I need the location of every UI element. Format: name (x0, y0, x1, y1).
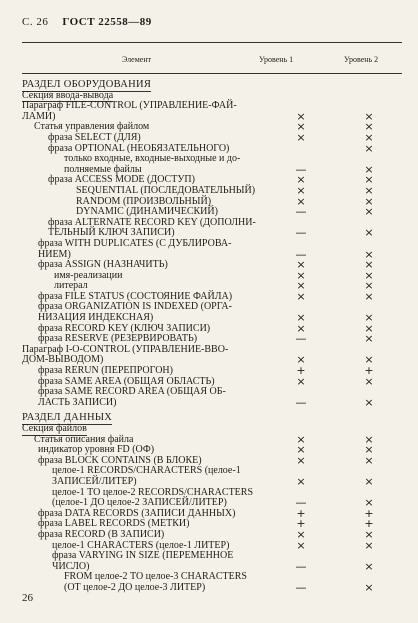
level-1-mark: — (295, 205, 307, 219)
level-1-mark: × (296, 474, 306, 488)
row-element-text: НИЗАЦИЯ ИНДЕКСНАЯ) (38, 312, 154, 324)
row-element-text: РАЗДЕЛ ОБОРУДОВАНИЯ (22, 79, 152, 90)
row-element-text: индикатор уровня FD (ОФ) (38, 444, 155, 456)
level-1-mark: + (296, 506, 306, 520)
row-element-text: фраза RECORD (В ЗАПИСИ) (38, 528, 165, 540)
level-1-mark: × (296, 453, 306, 467)
level-2-mark: × (364, 527, 374, 541)
row-element-text: целое-1 RECORDS/CHARACTERS (целое-1 (52, 465, 241, 477)
row-element-text: (целое-1 ДО целое-2 ЗАПИСЕЙ/ЛИТЕР) (52, 497, 227, 509)
level-1-mark: × (296, 183, 306, 197)
level-2-mark: × (364, 194, 374, 208)
row-element-text: НИЕМ) (38, 248, 71, 260)
level-2-mark: × (364, 247, 374, 261)
row-element-text: фраза BLOCK CONTAINS (В БЛОКЕ) (38, 454, 202, 466)
row-element-text: ЧИСЛО) (52, 560, 90, 572)
row-element-text: фраза SELECT (ДЛЯ) (48, 131, 141, 143)
level-2-mark: × (364, 279, 374, 293)
row-element-text: Статья управления файлом (34, 121, 150, 133)
row-element-text: фраза SAME RECORD AREA (ОБЩАЯ ОБ- (38, 386, 226, 398)
row-element-text: фраза FILE STATUS (СОСТОЯНИЕ ФАЙЛА) (38, 290, 233, 302)
row-element-text: только входные, входные-выходные и до- (64, 153, 241, 165)
row-element-text: фраза WITH DUPLICATES (С ДУБЛИРОВА- (38, 237, 232, 249)
row-element-text: целое-1 CHARACTERS (целое-1 ЛИТЕР) (52, 539, 230, 551)
row-element-text: фраза ALTERNATE RECORD KEY (ДОПОЛНИ- (48, 216, 256, 228)
standard-title: ГОСТ 22558—89 (62, 16, 152, 28)
level-1-mark: + (296, 364, 306, 378)
page-header (22, 14, 402, 30)
level-2-mark: × (364, 109, 374, 123)
level-2-mark: × (364, 559, 374, 573)
table-row (22, 424, 402, 435)
level-1-mark: — (295, 162, 307, 176)
row-element-text: Секция файлов (22, 423, 87, 434)
level-1-mark: — (295, 496, 307, 510)
level-1-mark: × (296, 130, 306, 144)
row-element-text: целое-1 TO целое-2 RECORDS/CHARACTERS (52, 486, 254, 498)
table-row (22, 130, 402, 144)
level-2-mark: × (364, 141, 374, 155)
level-2-mark: × (364, 374, 374, 388)
row-element-text: литерал (54, 280, 88, 292)
level-2-mark: × (364, 580, 374, 594)
level-2-mark: × (364, 226, 374, 240)
level-1-mark: — (295, 226, 307, 240)
row-element-text: Статья описания файла (34, 433, 134, 445)
row-element-text: Параграф I-O-CONTROL (УПРАВЛЕНИЕ-ВВО- (22, 343, 229, 355)
row-element-text: (ОТ целое-2 ДО целое-3 ЛИТЕР) (64, 581, 206, 593)
row-element-text: FROM целое-2 TO целое-3 CHARACTERS (64, 571, 247, 583)
level-1-mark: × (296, 194, 306, 208)
level-1-mark: × (296, 538, 306, 552)
level-2-mark: + (364, 506, 374, 520)
level-2-mark: × (364, 258, 374, 272)
level-2-mark: × (364, 395, 374, 409)
table-column-header (22, 42, 402, 74)
row-element-text: RANDOM (ПРОИЗВОЛЬНЫЙ) (76, 195, 212, 207)
level-2-mark: × (364, 173, 374, 187)
level-2-mark: × (364, 432, 374, 446)
level-1-mark: — (295, 559, 307, 573)
row-element-text: SEQUENTIAL (ПОСЛЕДОВАТЕЛЬНЫЙ) (76, 184, 256, 196)
level-2-mark: × (364, 453, 374, 467)
level-2-mark: × (364, 120, 374, 134)
row-element-text: DYNAMIC (ДИНАМИЧЕСКИЙ) (76, 206, 218, 218)
level-1-mark: × (296, 443, 306, 457)
table-row (22, 580, 402, 594)
level-1-mark: × (296, 120, 306, 134)
row-element-text: ТЕЛЬНЫЙ КЛЮЧ ЗАПИСИ) (48, 227, 175, 239)
table-row (22, 527, 402, 541)
level-2-mark: × (364, 474, 374, 488)
level-1-mark: × (296, 279, 306, 293)
level-1-mark: + (296, 517, 306, 531)
level-1-mark: × (296, 289, 306, 303)
level-1-mark: — (295, 247, 307, 261)
level-2-mark: + (364, 517, 374, 531)
level-2-mark: + (364, 364, 374, 378)
table-row (22, 474, 402, 488)
row-element-text: ЗАПИСЕЙ/ЛИТЕР) (52, 475, 137, 487)
table-row (22, 395, 402, 409)
level-1-mark: — (295, 580, 307, 594)
row-element-text: фраза RECORD KEY (КЛЮЧ ЗАПИСИ) (38, 322, 211, 334)
level-2-mark: × (364, 183, 374, 197)
row-element-text: ДОМ-ВЫВОДОМ) (22, 354, 104, 366)
level-2-mark: × (364, 332, 374, 346)
row-element-text: фраза RESERVE (РЕЗЕРВИРОВАТЬ) (38, 333, 198, 345)
level-2-mark: × (364, 538, 374, 552)
page-number: 26 (22, 592, 33, 604)
row-element-text: имя-реализации (54, 269, 123, 281)
row-element-text: фраза ASSIGN (НАЗНАЧИТЬ) (38, 259, 168, 271)
row-element-text: Параграф FILE-CONTROL (УПРАВЛЕНИЕ-ФАЙ- (22, 100, 237, 112)
level-1-mark: × (296, 432, 306, 446)
row-element-text: ЛАМИ) (22, 110, 56, 122)
level-2-mark: × (364, 443, 374, 457)
row-element-text: фраза OPTIONAL (НЕОБЯЗАТЕЛЬНОГО) (48, 142, 230, 154)
level-2-mark: × (364, 205, 374, 219)
row-element-text: фраза DATA RECORDS (ЗАПИСИ ДАННЫХ) (38, 507, 236, 519)
level-2-mark: × (364, 496, 374, 510)
level-2-mark: × (364, 162, 374, 176)
column-level-1: Уровень 1 (259, 55, 294, 64)
row-element-text: фраза VARYING IN SIZE (ПЕРЕМЕННОЕ (52, 550, 234, 562)
column-element: Элемент (122, 55, 152, 64)
level-2-mark: × (364, 353, 374, 367)
level-1-mark: × (296, 321, 306, 335)
table-row (22, 101, 402, 112)
row-element-text: фраза RERUN (ПЕРЕПРОГОН) (38, 365, 173, 377)
level-1-mark: × (296, 374, 306, 388)
row-element-text: фраза SAME AREA (ОБЩАЯ ОБЛАСТЬ) (38, 375, 215, 387)
level-2-mark: × (364, 289, 374, 303)
table-body (22, 80, 402, 594)
table-row (22, 239, 402, 250)
level-2-mark: × (364, 130, 374, 144)
row-element-text: фраза ORGANIZATION IS INDEXED (ОРГА- (38, 301, 232, 313)
level-1-mark: × (296, 268, 306, 282)
level-1-mark: × (296, 353, 306, 367)
level-2-mark: × (364, 311, 374, 325)
level-2-mark: × (364, 268, 374, 282)
page-label: С. 26 (22, 16, 49, 28)
row-element-text: полняемые файлы (64, 163, 142, 175)
level-1-mark: × (296, 109, 306, 123)
level-1-mark: — (295, 395, 307, 409)
level-1-mark: × (296, 173, 306, 187)
row-element-text: фраза ACCESS MODE (ДОСТУП) (48, 174, 195, 186)
row-element-text: РАЗДЕЛ ДАННЫХ (22, 412, 113, 424)
column-level-2: Уровень 2 (344, 55, 379, 64)
level-1-mark: × (296, 258, 306, 272)
row-element-text: ЛАСТЬ ЗАПИСИ) (38, 396, 117, 408)
level-2-mark: × (364, 321, 374, 335)
row-element-text: фраза LABEL RECORDS (МЕТКИ) (38, 518, 190, 530)
table-row (22, 183, 402, 197)
level-1-mark: × (296, 527, 306, 541)
table-row (22, 80, 402, 91)
level-1-mark: × (296, 311, 306, 325)
row-element-text: Секция ввода-вывода (22, 89, 114, 101)
level-1-mark: — (295, 332, 307, 346)
